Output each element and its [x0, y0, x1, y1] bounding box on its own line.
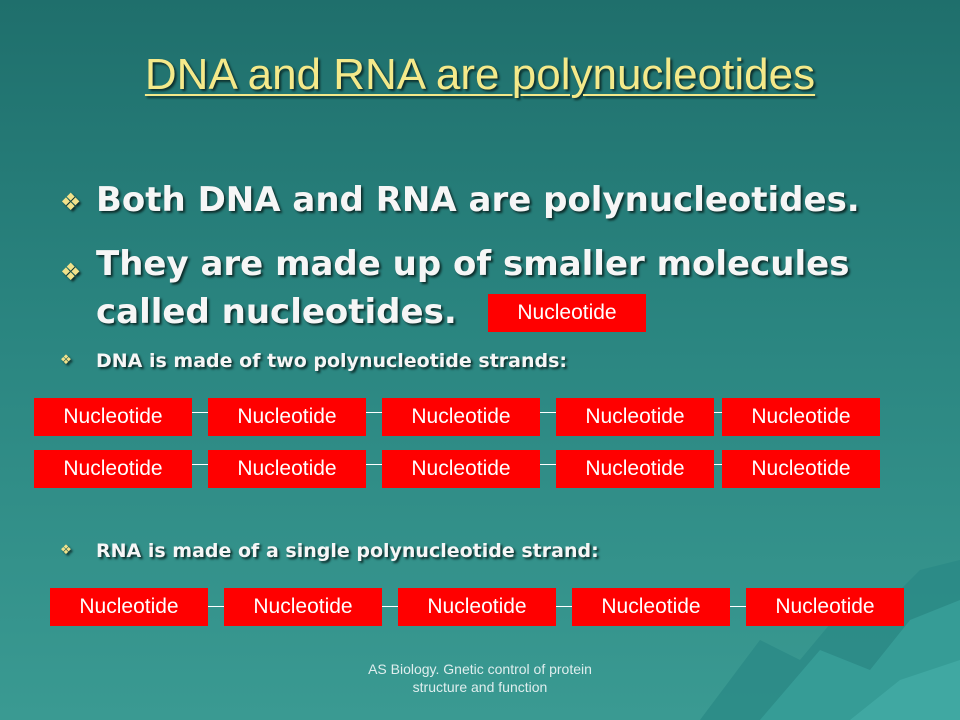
rna-strand-nucleotide: Nucleotide [746, 588, 904, 626]
dna-strand-2-nucleotide: Nucleotide [382, 450, 540, 488]
bullet-1 [60, 180, 920, 220]
dna-strand-1-nucleotide: Nucleotide [556, 398, 714, 436]
dna-strand-2-nucleotide: Nucleotide [556, 450, 714, 488]
bullet-3 [60, 350, 880, 372]
rna-strand-nucleotide: Nucleotide [50, 588, 208, 626]
diamond-bullet-icon: ❖ [60, 543, 72, 558]
bullet-3-text: DNA is made of two polynucleotide strands: [96, 350, 568, 372]
dna-strand-1-nucleotide: Nucleotide [722, 398, 880, 436]
bullet-1-text: Both DNA and RNA are polynucleotides. [96, 180, 860, 220]
dna-strand-2-nucleotide: Nucleotide [208, 450, 366, 488]
bullet-4 [60, 540, 880, 562]
diamond-bullet-icon: ❖ [60, 188, 82, 216]
dna-strand-1-nucleotide: Nucleotide [382, 398, 540, 436]
nucleotide-box-single: Nucleotide [488, 294, 646, 332]
diamond-bullet-icon: ❖ [60, 353, 72, 368]
rna-strand-nucleotide: Nucleotide [398, 588, 556, 626]
diamond-bullet-icon: ❖ [60, 258, 82, 286]
rna-strand-nucleotide: Nucleotide [224, 588, 382, 626]
slide-title: DNA and RNA are polynucleotides [144, 50, 816, 99]
dna-strand-1-nucleotide: Nucleotide [34, 398, 192, 436]
dna-strand-1-nucleotide: Nucleotide [208, 398, 366, 436]
dna-strand-2-nucleotide: Nucleotide [34, 450, 192, 488]
rna-strand-nucleotide: Nucleotide [572, 588, 730, 626]
bullet-2-text: They are made up of smaller molecules called nucleotides. [96, 244, 850, 332]
dna-strand-2-nucleotide: Nucleotide [722, 450, 880, 488]
bullet-4-text: RNA is made of a single polynucleotide strand: [96, 540, 599, 562]
slide-footer: AS Biology. Gnetic control of protein structure and function [368, 661, 592, 695]
bullet-2 [60, 240, 880, 336]
